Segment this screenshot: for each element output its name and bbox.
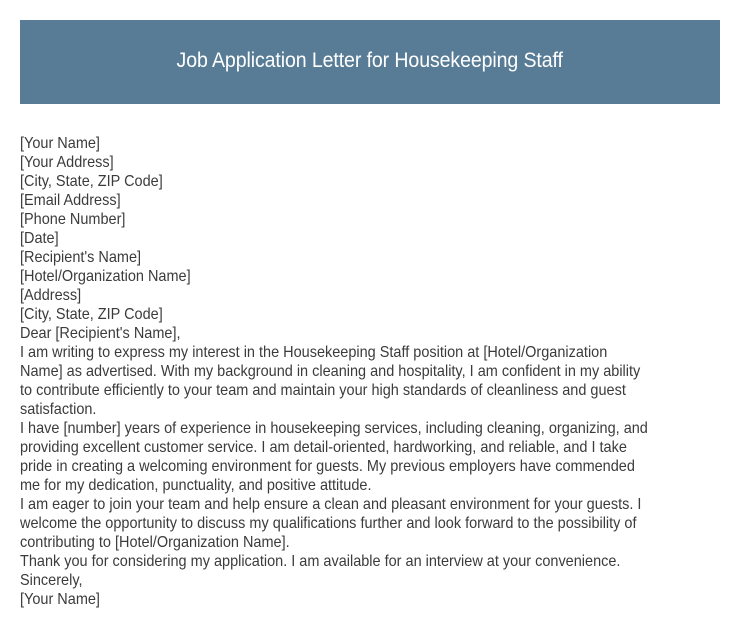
recipient-name: [Recipient's Name]: [20, 249, 142, 266]
sender-name: [Your Name]: [20, 135, 100, 152]
paragraph-line: I am writing to express my interest in the Housekeeping Staff position at [Hotel/Organization: [20, 344, 608, 361]
paragraph-line: I have [number] years of experience in housekeeping services, including cleaning, organizing, and: [20, 420, 648, 437]
page-title: Job Application Letter for Housekeeping Staff: [176, 49, 564, 72]
sender-city-state-zip: [City, State, ZIP Code]: [20, 173, 163, 190]
closing: Sincerely,: [20, 572, 83, 589]
paragraph-line: providing excellent customer service. I am detail-oriented, hardworking, and reliable, and I take: [20, 439, 627, 456]
recipient-city-state-zip: [City, State, ZIP Code]: [20, 306, 163, 323]
sender-phone: [Phone Number]: [20, 211, 126, 228]
recipient-address: [Address]: [20, 287, 82, 304]
paragraph-eagerness: [20, 495, 740, 552]
paragraph-line: to contribute efficiently to your team and maintain your high standards of cleanliness and guest: [20, 382, 626, 399]
paragraph-line: welcome the opportunity to discuss my qualifications further and look forward to the possibility of: [20, 515, 637, 532]
letter-body: [20, 134, 740, 609]
sender-block: [20, 134, 740, 248]
letter-date: [Date]: [20, 230, 59, 247]
paragraph-line: Name] as advertised. With my background in cleaning and hospitality, I am confident in my ability: [20, 363, 641, 380]
sender-address: [Your Address]: [20, 154, 114, 171]
paragraph-intro: [20, 343, 740, 419]
paragraph-line: contributing to [Hotel/Organization Name].: [20, 534, 290, 551]
paragraph-thanks: [20, 552, 740, 571]
recipient-block: [20, 248, 740, 324]
paragraph-line: Thank you for considering my application. I am available for an interview at your convenience.: [20, 553, 621, 570]
paragraph-line: satisfaction.: [20, 401, 97, 418]
page-header: [20, 20, 720, 104]
sender-email: [Email Address]: [20, 192, 121, 209]
paragraph-line: pride in creating a welcoming environment for guests. My previous employers have commended: [20, 458, 635, 475]
paragraph-line: I am eager to join your team and help ensure a clean and pleasant environment for your guests. I: [20, 496, 642, 513]
recipient-organization: [Hotel/Organization Name]: [20, 268, 191, 285]
signature: [Your Name]: [20, 591, 100, 608]
paragraph-line: me for my dedication, punctuality, and positive attitude.: [20, 477, 372, 494]
paragraph-experience: [20, 419, 740, 495]
salutation: Dear [Recipient's Name],: [20, 325, 181, 342]
